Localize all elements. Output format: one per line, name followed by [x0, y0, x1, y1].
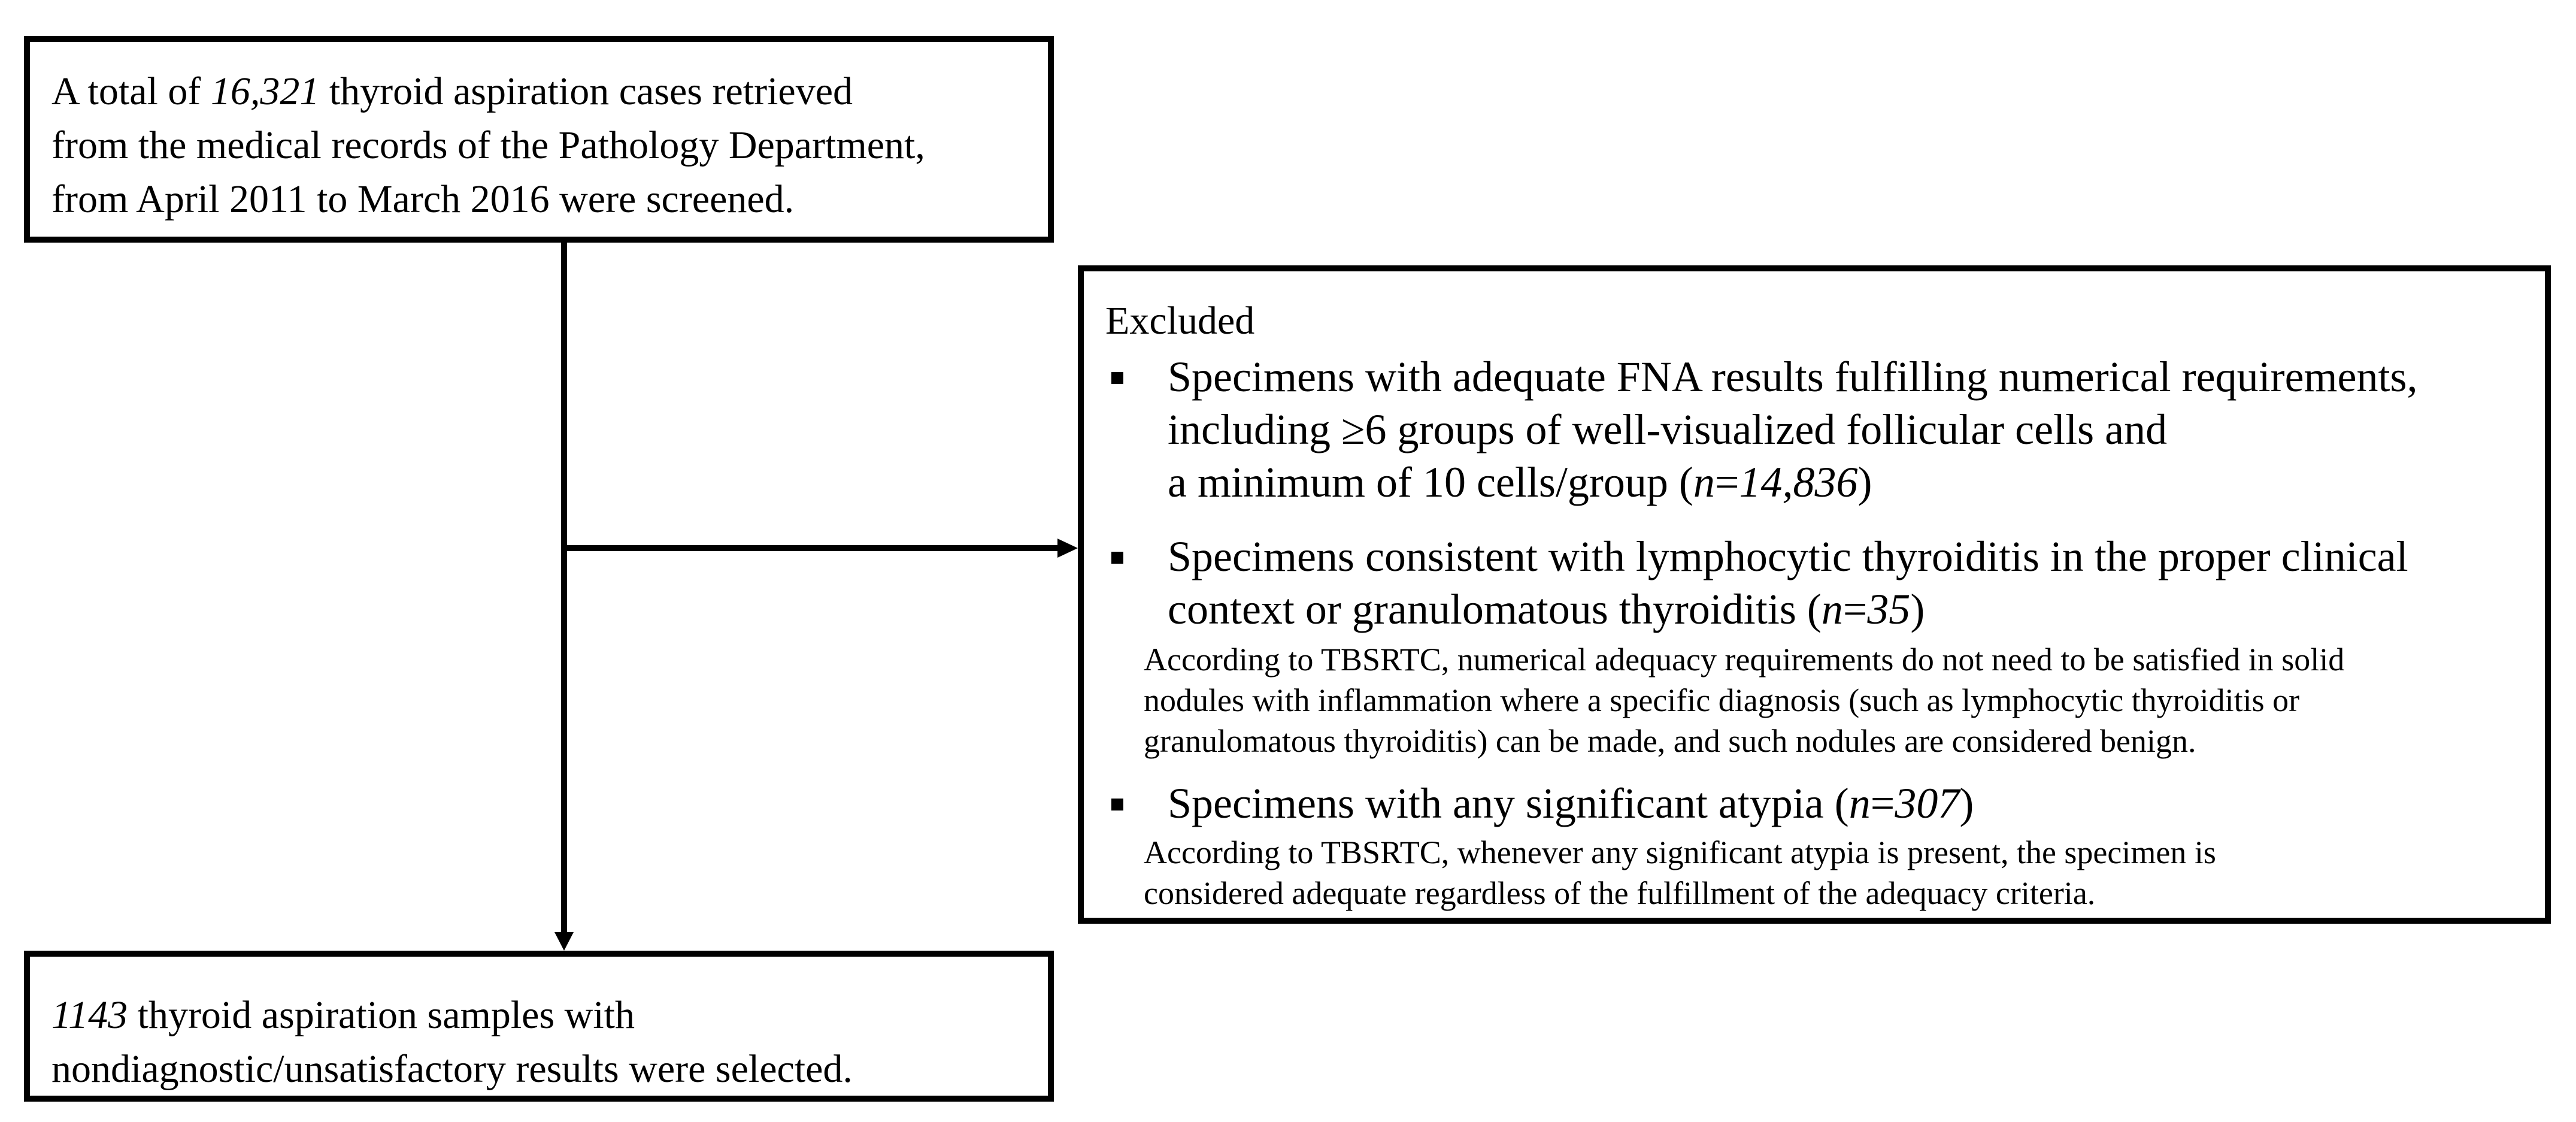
square-bullet-icon [1111, 799, 1123, 810]
selected-samples-box [24, 951, 1054, 1102]
down-arrowhead [554, 932, 574, 951]
square-bullet-icon [1111, 552, 1123, 564]
selected-count: 1143 [51, 993, 128, 1037]
excluded-title: Excluded [1105, 299, 1255, 343]
selected-line-1: 1143 thyroid aspiration samples with [51, 993, 635, 1037]
excluded-item-note: According to TBSRTC, whenever any significant atypia is present, the specimen is considered adequate regardless of the fulfillment of the adequacy criteria. [1144, 834, 2216, 911]
screened-line-3: from April 2011 to March 2016 were screened. [51, 177, 795, 221]
excluded-item-text: context or granulomatous thyroiditis (n=35) [1168, 585, 1925, 633]
selected-line-2: nondiagnostic/unsatisfactory results were selected. [51, 1047, 853, 1091]
screened-cases-box [24, 36, 1054, 243]
right-arrowhead [1057, 539, 1078, 558]
selected-samples-text [51, 988, 1048, 1096]
excluded-count: 307 [1895, 779, 1960, 827]
excluded-item-adequate [1105, 350, 2521, 509]
excluded-item-text: Specimens with any significant atypia (n=307) [1168, 779, 1974, 827]
excluded-item-atypia [1105, 777, 2521, 830]
excluded-item-thyroiditis [1105, 530, 2521, 636]
excluded-count: 35 [1867, 585, 1911, 633]
square-bullet-icon [1111, 372, 1123, 384]
screened-line-1: A total of 16,321 thyroid aspiration cases retrieved [51, 69, 853, 113]
excluded-item-text: including ≥6 groups of well-visualized follicular cells and [1168, 406, 2168, 453]
excluded-item-note: According to TBSRTC, numerical adequacy requirements do not need to be satisfied in solid nodules with inflammation where a specific diagnosis (such as lymphocytic thyroiditis or granulomatous thyroiditis) can be made, and such nodules are considered benign. [1144, 642, 2345, 759]
screened-cases-text [51, 65, 1048, 226]
excluded-item-text: Specimens consistent with lymphocytic thyroiditis in the proper clinical [1168, 533, 2408, 580]
total-cases-number: 16,321 [210, 69, 320, 113]
excluded-item-text: Specimens with adequate FNA results fulfilling numerical requirements, [1168, 353, 2418, 401]
excluded-count: 14,836 [1739, 458, 1858, 506]
screened-line-2: from the medical records of the Pathology Department, [51, 123, 925, 167]
excluded-item-text: a minimum of 10 cells/group (n=14,836) [1168, 458, 1872, 506]
excluded-box [1078, 265, 2551, 924]
